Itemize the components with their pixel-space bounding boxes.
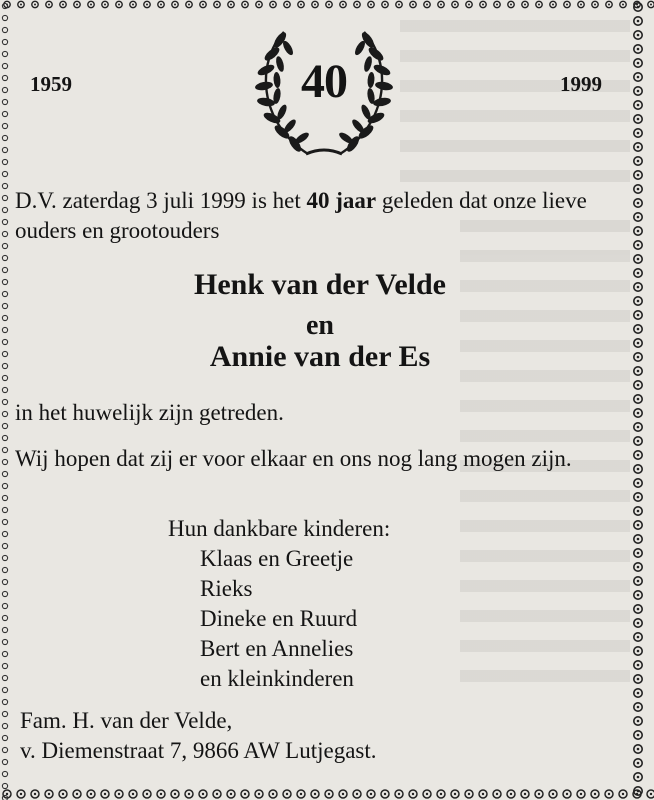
child-entry: Dineke en Ruurd xyxy=(200,606,358,631)
wish-line: Wij hopen dat zij er voor elkaar en ons nog lang mogen zijn. xyxy=(15,446,572,471)
name-conjunction: en xyxy=(306,310,334,341)
name-wife: Annie van der Es xyxy=(209,340,431,373)
child-entry: en kleinkinderen xyxy=(200,666,354,691)
child-entry: Rieks xyxy=(200,576,253,601)
children-list xyxy=(200,544,357,694)
intro-paragraph xyxy=(15,186,627,246)
address-line-1: Fam. H. van der Velde, xyxy=(20,708,233,733)
year-end: 1999 xyxy=(560,72,602,96)
intro-prefix: D.V. zaterdag 3 juli 1999 is het xyxy=(15,188,307,213)
address-line-2: v. Diemenstraat 7, 9866 AW Lutjegast. xyxy=(20,738,377,763)
address-block xyxy=(20,706,377,766)
intro-suffix: geleden dat onze lieve ouders en grootouders xyxy=(15,188,587,243)
married-line: in het huwelijk zijn getreden. xyxy=(15,400,284,425)
child-entry: Klaas en Greetje xyxy=(200,546,354,571)
child-entry: Bert en Annelies xyxy=(200,636,354,661)
year-start: 1959 xyxy=(30,72,72,96)
signature-heading: Hun dankbare kinderen: xyxy=(168,516,391,541)
name-husband: Henk van der Velde xyxy=(194,268,446,301)
anniversary-number: 40 xyxy=(301,55,347,108)
intro-emphasis: 40 jaar xyxy=(306,188,377,213)
